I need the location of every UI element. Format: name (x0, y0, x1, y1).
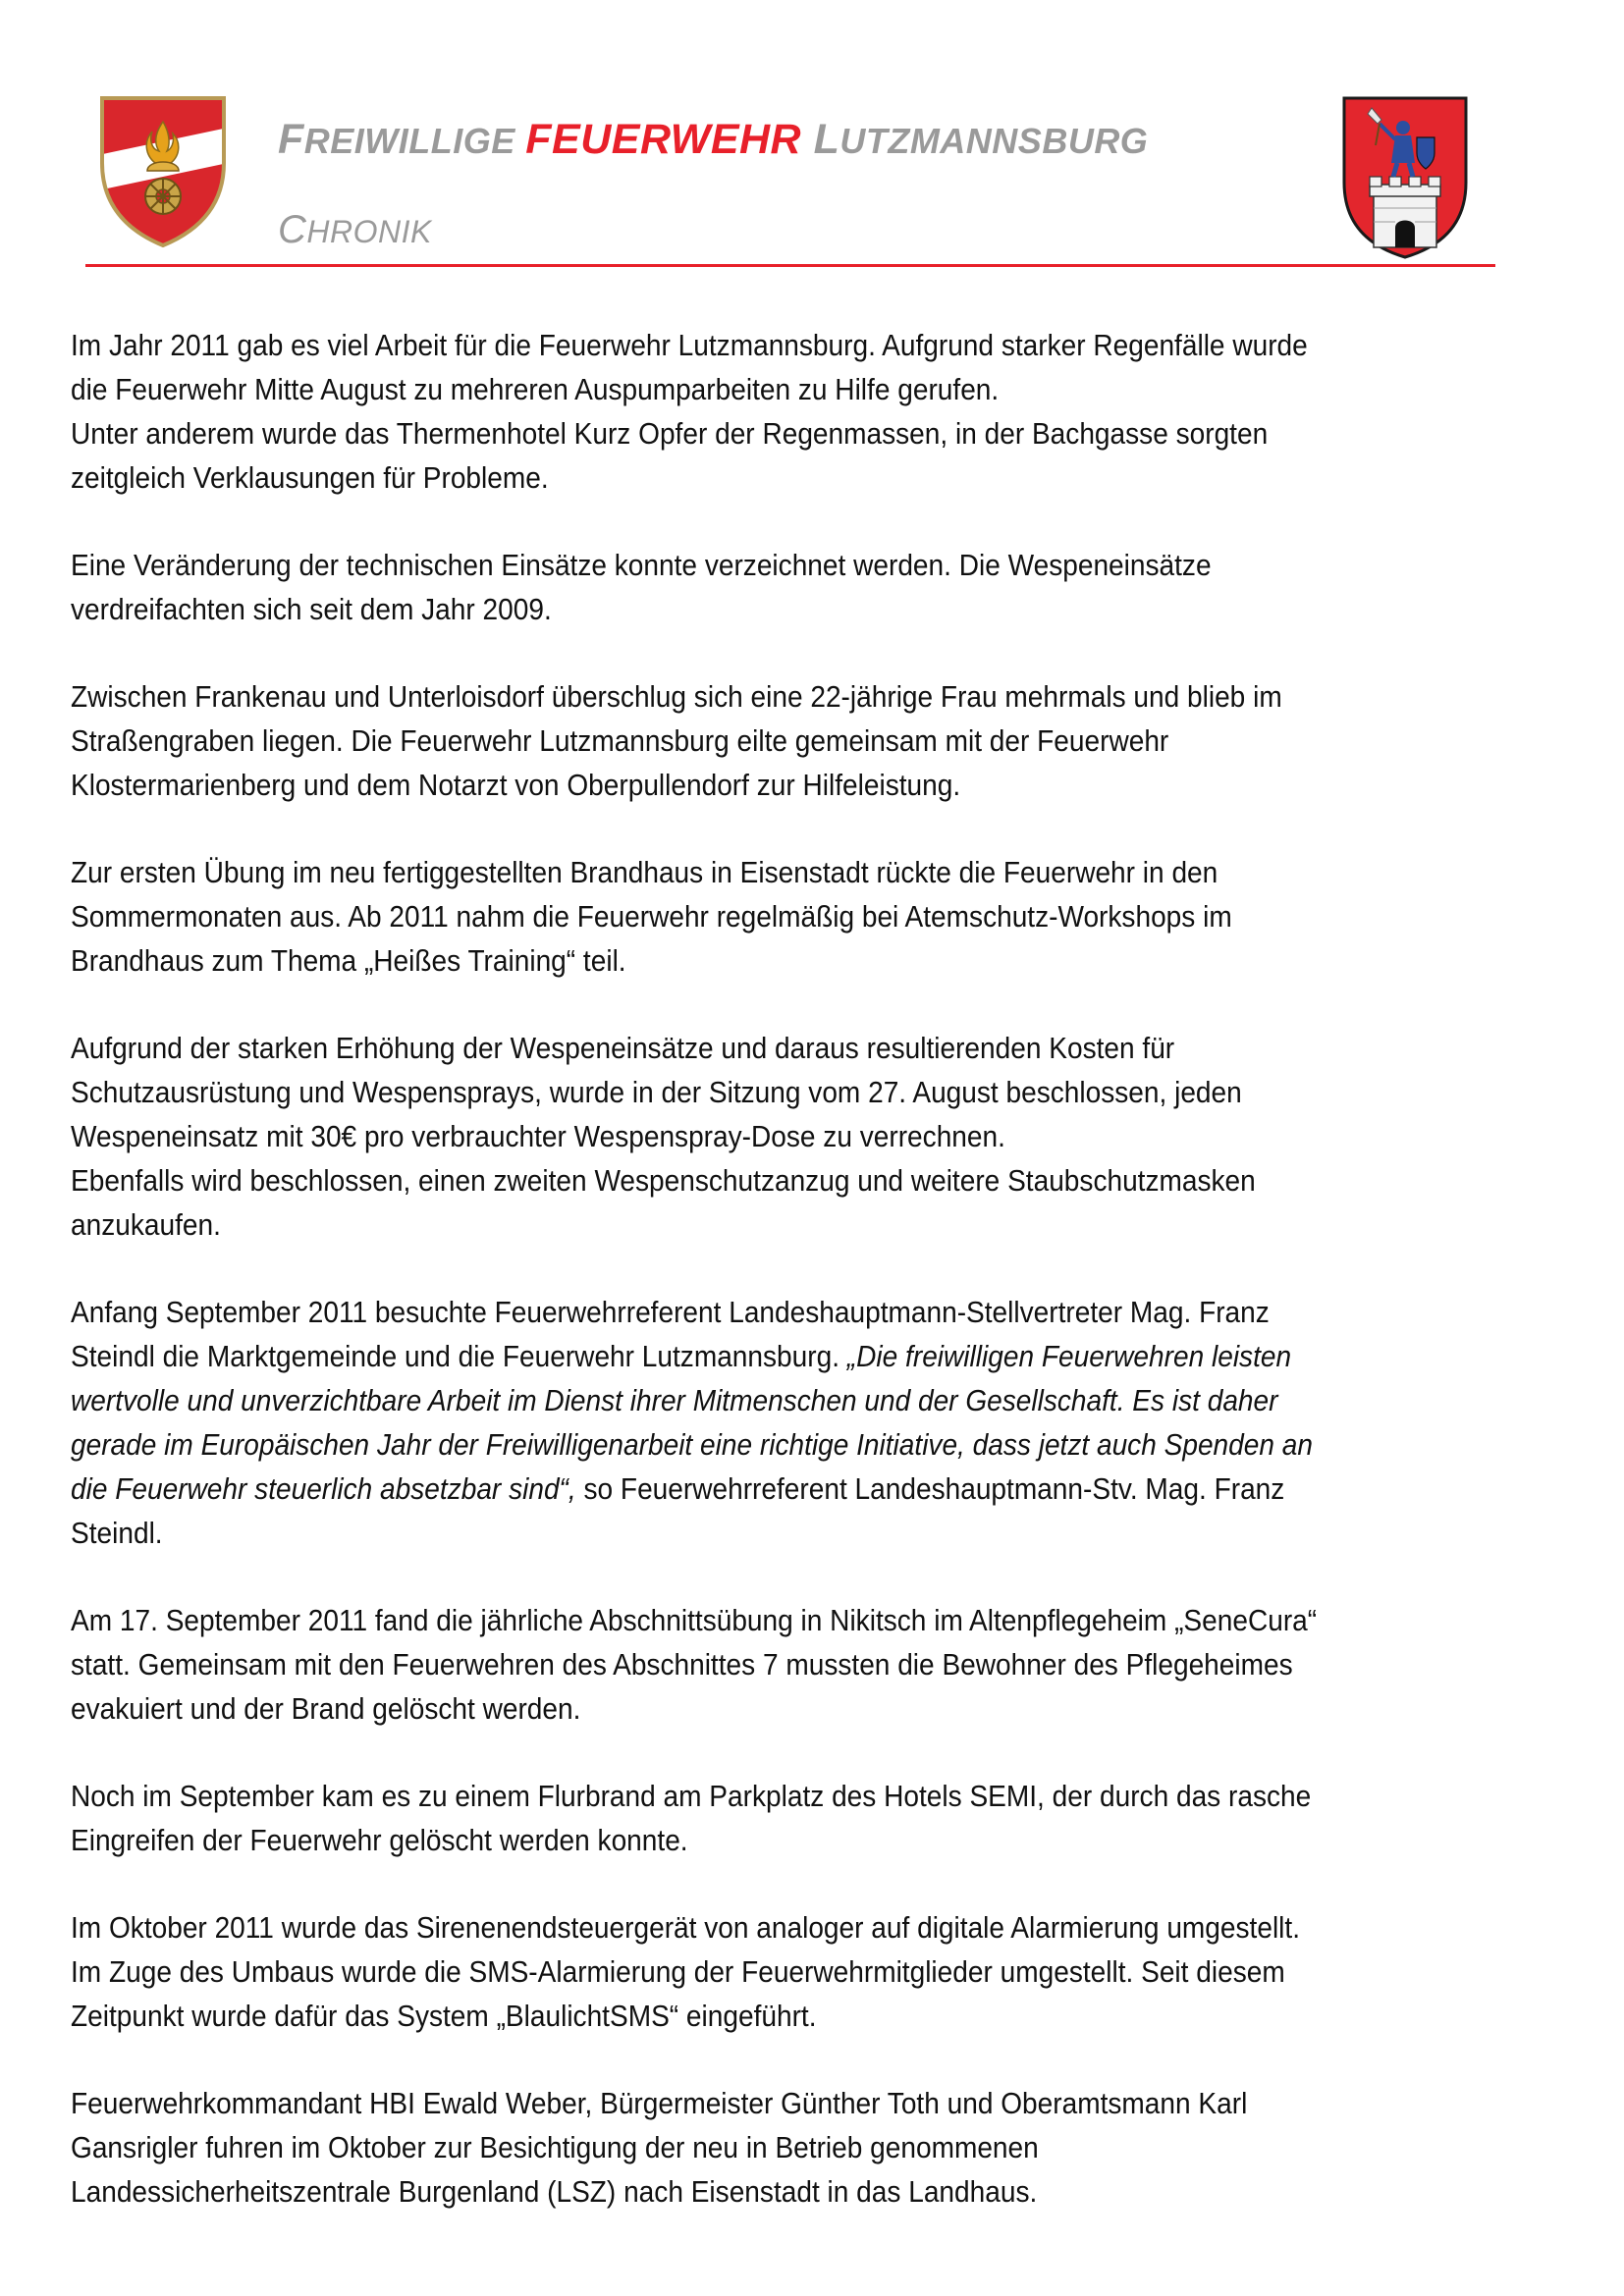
text-line: Sommermonaten aus. Ab 2011 nahm die Feuerwehr regelmäßig bei Atemschutz-Workshops im (71, 900, 1232, 934)
text-line: Feuerwehrkommandant HBI Ewald Weber, Bürgermeister Günther Toth und Oberamtsmann Karl (71, 2087, 1248, 2120)
title-initial: F (278, 116, 304, 163)
title-word-feuerwehr: FEUERWEHR (525, 116, 802, 163)
subtitle-rest: HRONIK (306, 214, 432, 249)
text-line: Anfang September 2011 besuchte Feuerwehrreferent Landeshauptmann-Stellvertreter Mag. Franz (71, 1296, 1270, 1329)
text-line (71, 1423, 1426, 1468)
paragraph-7 (71, 1599, 1426, 1732)
quote-segment: wertvolle und unverzichtbare Arbeit im Dienst ihrer Mitmenschen und der Gesellschaft. Es ist daher (71, 1384, 1278, 1417)
paragraph-6 (71, 1291, 1426, 1556)
text-line: Landessicherheitszentrale Burgenland (LSZ) nach Eisenstadt in das Landhaus. (71, 2175, 1038, 2209)
paragraph-5 (71, 1027, 1426, 1248)
paragraph-3 (71, 675, 1426, 808)
title-word-freiwillige: REIWILLIGE (303, 121, 526, 161)
title-initial-l: L (801, 116, 840, 163)
text-segment: so Feuerwehrreferent Landeshauptmann-Stv. Mag. Franz (575, 1472, 1285, 1506)
text-line: Ebenfalls wird beschlossen, einen zweiten Wespenschutzanzug und weitere Staubschutzmasken (71, 1164, 1256, 1198)
quote-segment: gerade im Europäischen Jahr der Freiwilligenarbeit eine richtige Initiative, dass jetzt auch Spenden an (71, 1428, 1313, 1462)
text-line: Klostermarienberg und dem Notarzt von Oberpullendorf zur Hilfeleistung. (71, 769, 961, 802)
text-line: zeitgleich Verklausungen für Probleme. (71, 461, 549, 495)
text-line: Straßengraben liegen. Die Feuerwehr Lutzmannsburg eilte gemeinsam mit der Feuerwehr (71, 724, 1169, 758)
text-line: Zeitpunkt wurde dafür das System „BlaulichtSMS“ eingeführt. (71, 2000, 817, 2033)
text-line: Wespeneinsatz mit 30€ pro verbrauchter Wespenspray-Dose zu verrechnen. (71, 1120, 1005, 1153)
text-line: Gansrigler fuhren im Oktober zur Besichtigung der neu in Betrieb genommenen (71, 2131, 1039, 2164)
text-segment: Steindl die Marktgemeinde und die Feuerwehr Lutzmannsburg. (71, 1340, 847, 1373)
text-line: Steindl. (71, 1517, 163, 1550)
text-line (71, 1468, 1426, 1512)
text-line: anzukaufen. (71, 1208, 221, 1242)
text-line: statt. Gemeinsam mit den Feuerwehren des Abschnittes 7 mussten die Bewohner des Pflegeheimes (71, 1648, 1293, 1682)
text-line: Schutzausrüstung und Wespensprays, wurde in der Sitzung vom 27. August beschlossen, jeden (71, 1076, 1242, 1109)
text-line: Zur ersten Übung im neu fertiggestellten Brandhaus in Eisenstadt rückte die Feuerwehr in den (71, 856, 1218, 889)
text-line: Noch im September kam es zu einem Flurbrand am Parkplatz des Hotels SEMI, der durch das rasche (71, 1780, 1312, 1813)
feuerwehr-emblem-icon (98, 94, 228, 249)
text-line (71, 1379, 1426, 1423)
subtitle-initial: C (278, 208, 307, 251)
title-word-lutzmannsburg: UTZMANNSBURG (839, 121, 1149, 161)
text-line (71, 1335, 1426, 1379)
paragraph-9 (71, 1906, 1426, 2039)
text-line: Eingreifen der Feuerwehr gelöscht werden konnte. (71, 1824, 688, 1857)
text-line: Eine Veränderung der technischen Einsätze konnte verzeichnet werden. Die Wespeneinsätze (71, 549, 1212, 582)
text-line: Im Zuge des Umbaus wurde die SMS-Alarmierung der Feuerwehrmitglieder umgestellt. Seit diesem (71, 1955, 1285, 1989)
text-line: Am 17. September 2011 fand die jährliche Abschnittsübung in Nikitsch im Altenpflegeheim „SeneCura“ (71, 1604, 1318, 1637)
text-line: Brandhaus zum Thema „Heißes Training“ teil. (71, 944, 626, 978)
text-line: Im Jahr 2011 gab es viel Arbeit für die Feuerwehr Lutzmannsburg. Aufgrund starker Regenfälle wurde (71, 329, 1308, 362)
header-title (278, 116, 1148, 164)
quote-segment: „Die freiwilligen Feuerwehren leisten (846, 1340, 1292, 1373)
text-line: Unter anderem wurde das Thermenhotel Kurz Opfer der Regenmassen, in der Bachgasse sorgten (71, 417, 1269, 451)
paragraph-1 (71, 324, 1426, 501)
paragraph-10 (71, 2082, 1426, 2215)
quote-segment: die Feuerwehr steuerlich absetzbar sind“, (71, 1472, 576, 1506)
text-line: Aufgrund der starken Erhöhung der Wespeneinsätze und daraus resultierenden Kosten für (71, 1032, 1175, 1065)
text-line: Zwischen Frankenau und Unterloisdorf überschlug sich eine 22-jährige Frau mehrmals und blieb im (71, 680, 1282, 714)
paragraph-2 (71, 544, 1426, 632)
paragraph-8 (71, 1775, 1426, 1863)
text-line: Im Oktober 2011 wurde das Sirenenendsteuergerät von analoger auf digitale Alarmierung umgestellt. (71, 1911, 1301, 1945)
lutzmannsburg-coat-of-arms-icon (1340, 94, 1470, 261)
chronicle-text (71, 324, 1426, 2258)
header-divider (85, 264, 1495, 267)
text-line: evakuiert und der Brand gelöscht werden. (71, 1692, 581, 1726)
text-line: die Feuerwehr Mitte August zu mehreren Auspumparbeiten zu Hilfe gerufen. (71, 373, 1000, 406)
text-line: verdreifachten sich seit dem Jahr 2009. (71, 593, 552, 626)
paragraph-4 (71, 851, 1426, 984)
header-subtitle (278, 208, 432, 252)
